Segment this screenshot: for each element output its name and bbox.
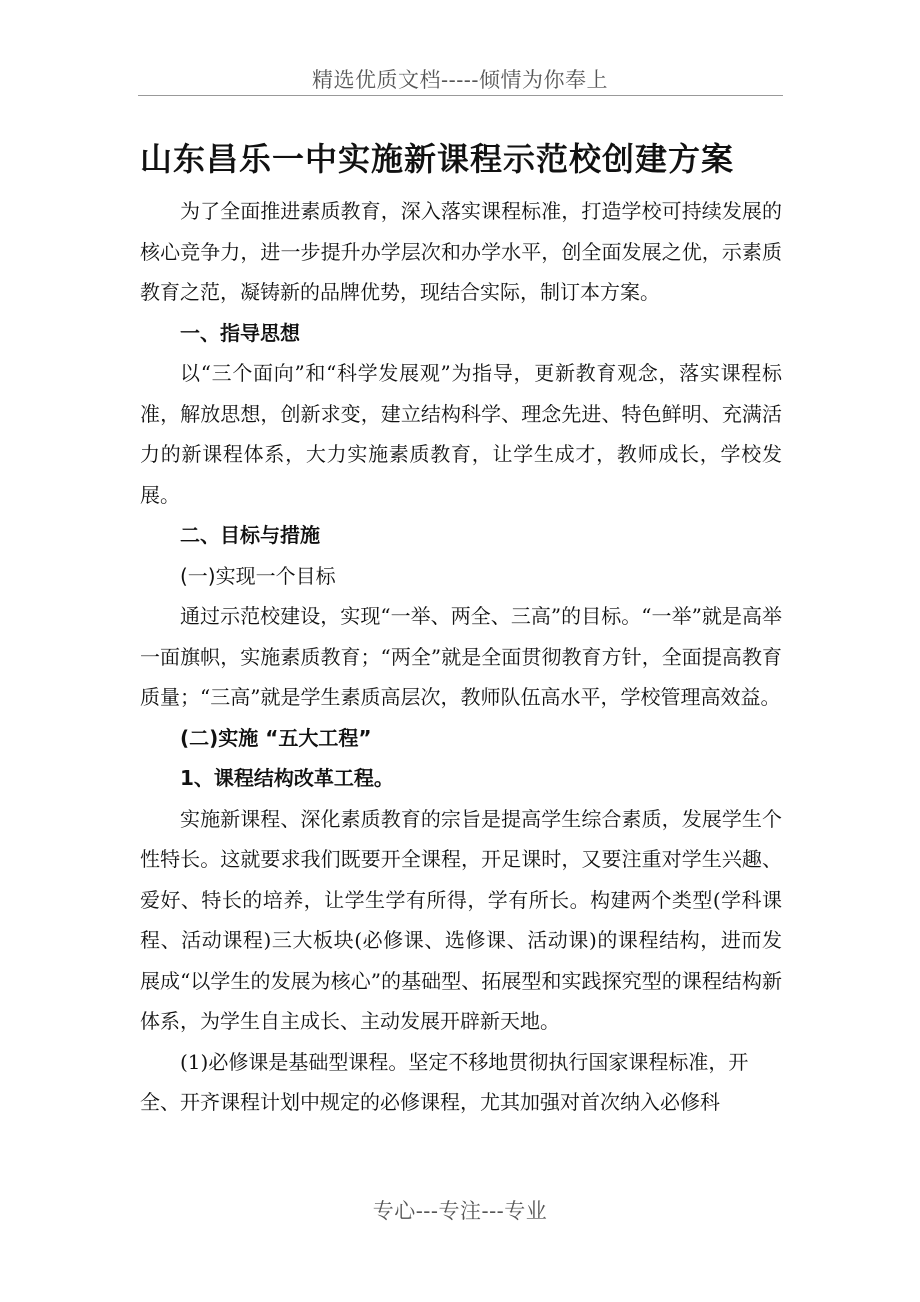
page-header-text: 精选优质文档-----倾情为你奉上 (312, 68, 608, 92)
subheading-one-goal: (一)实现一个目标 (180, 563, 336, 588)
header-divider (138, 95, 783, 96)
section-heading-guiding-thought: 一、指导思想 (180, 320, 300, 345)
one-goal-paragraph: 通过示范校建设，实现“一举、两全、三高”的目标。“一举”就是高举一面旗帜，实施素质教育；“两全”就是全面贯彻教育方针，全面提高教育质量；“三高”就是学生素质高层次，教师队伍高水平，学校管理高效益。 (140, 604, 782, 709)
document-title: 山东昌乐一中实施新课程示范校创建方案 (140, 140, 735, 179)
item-heading-curriculum-reform: 1、课程结构改革工程。 (180, 766, 394, 790)
section-heading-goals-measures: 二、目标与措施 (180, 523, 320, 547)
curriculum-reform-paragraph: 实施新课程、深化素质教育的宗旨是提高学生综合素质，发展学生个性特长。这就要求我们既要开全课程，开足课时，又要注重对学生兴趣、爱好、特长的培养，让学生学有所得，学有所长。构建两个类型(学科课程、活动课程)三大板块(必修课、选修课、活动课)的课程结构，进而发展成“以学生的发展为核心”的基础型、拓展型和实践探究型的课程结构新体系，为学生自主成长、主动发展开辟新天地。 (140, 806, 782, 1033)
required-courses-paragraph: (1)必修课是基础型课程。坚定不移地贯彻执行国家课程标准，开全、开齐课程计划中规定的必修课程，尤其加强对首次纳入必修科 (140, 1049, 749, 1114)
document-body (140, 191, 782, 1123)
guiding-thought-paragraph: 以“三个面向”和“科学发展观”为指导，更新教育观念，落实课程标准，解放思想，创新求变，建立结构科学、理念先进、特色鲜明、充满活力的新课程体系，大力实施素质教育，让学生成才，教师成长，学校发展。 (140, 361, 782, 507)
page-footer-text: 专心---专注---专业 (372, 1199, 548, 1223)
intro-paragraph: 为了全面推进素质教育，深入落实课程标准，打造学校可持续发展的核心竞争力，进一步提升办学层次和办学水平，创全面发展之优，示素质教育之范，凝铸新的品牌优势，现结合实际，制订本方案。 (140, 199, 782, 304)
subheading-five-projects: (二)实施 “五大工程” (180, 725, 372, 750)
